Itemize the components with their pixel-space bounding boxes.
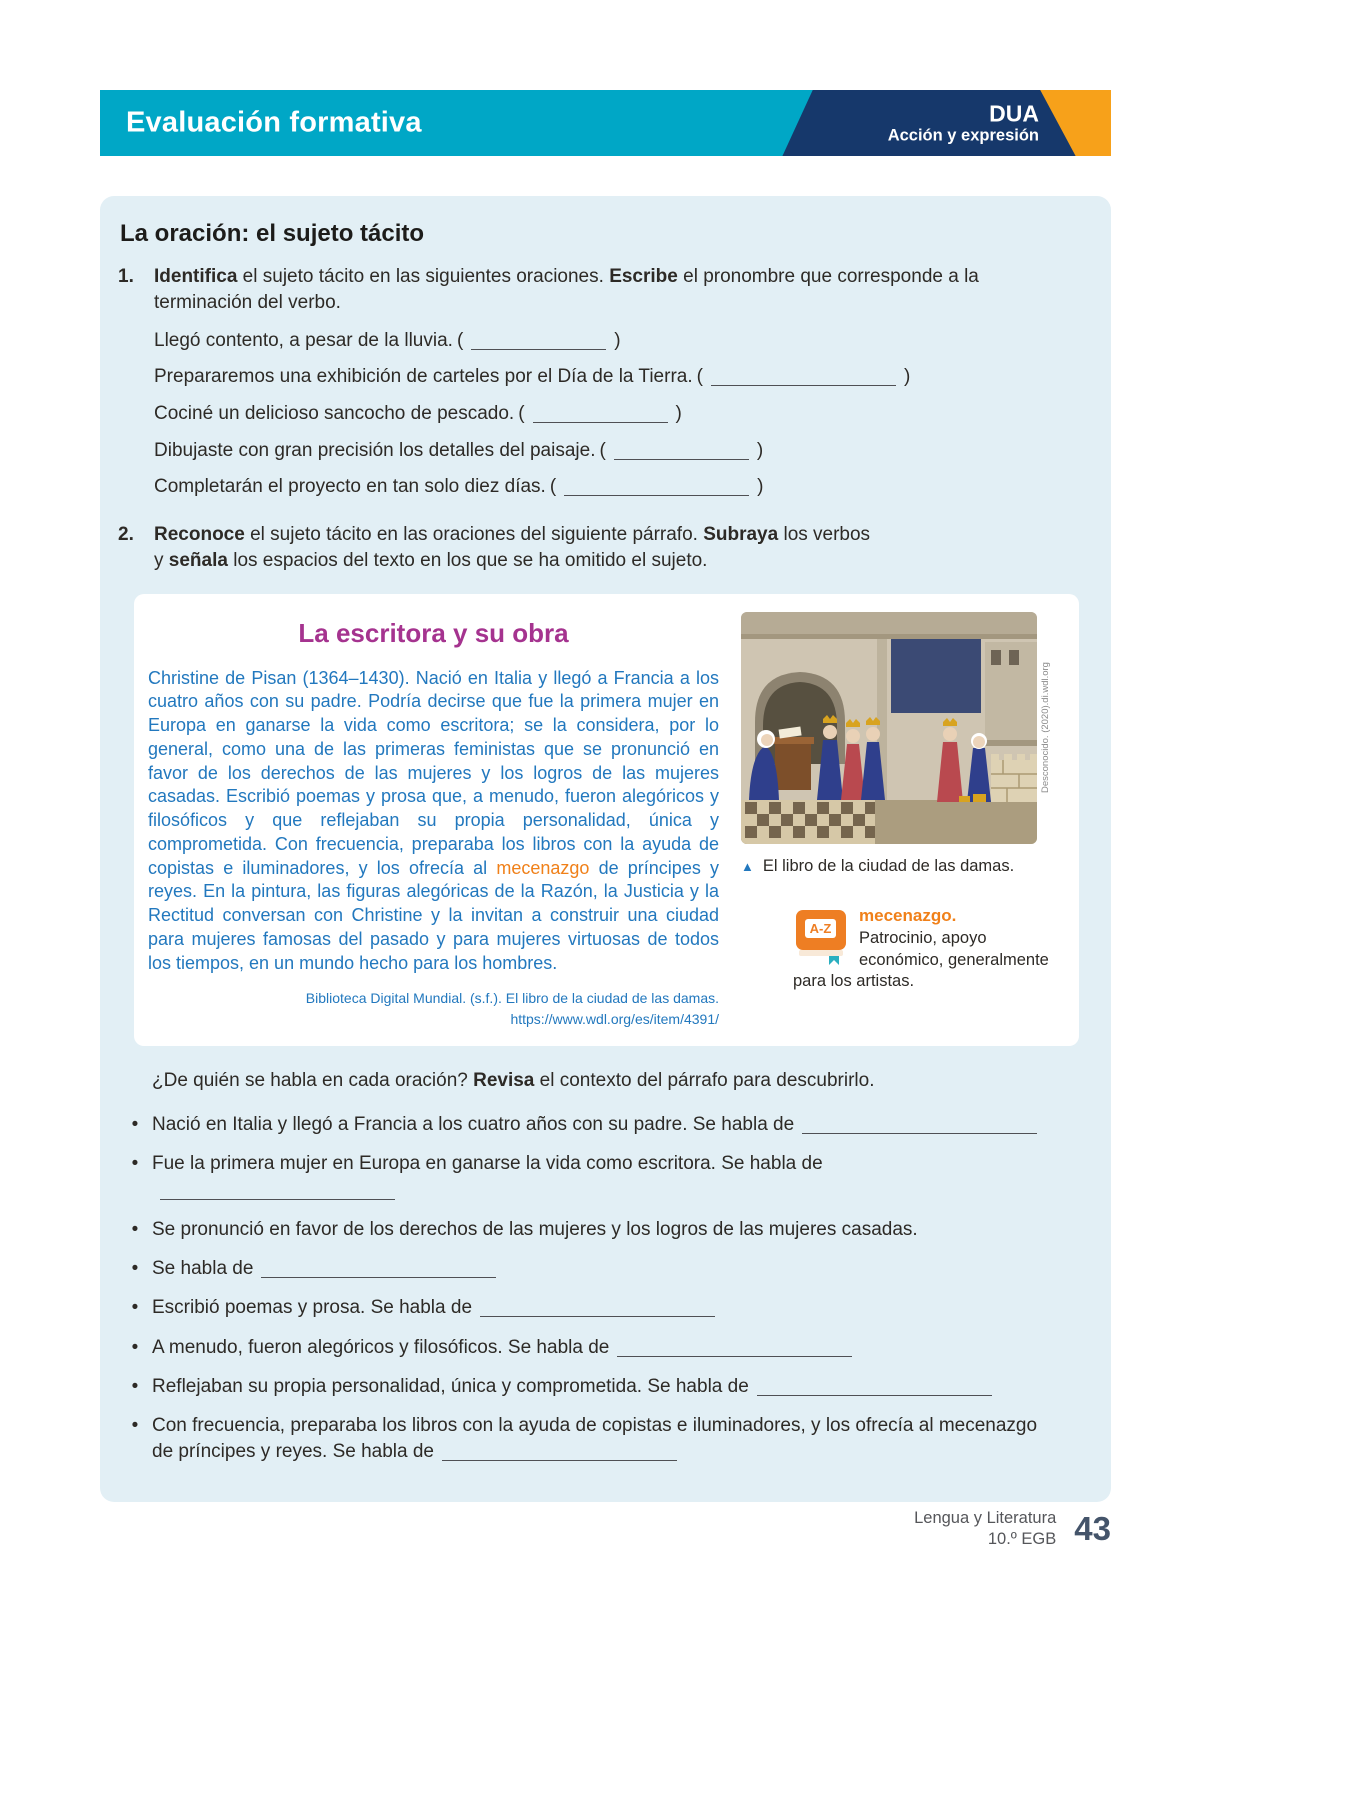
fill-in-sentence <box>154 328 1081 354</box>
vocab-term: mecenazgo. <box>859 906 957 926</box>
paragraph-text: de príncipes y reyes. En la pintura, las figuras alegóricas de la Razón, la Justicia y la Rectitud conversan con Christine y la invitan a construir una ciudad para mujeres famosas del pasado y para mujeres virtuosas de todos los tiempos, en un mundo hecho para los hombres. <box>148 857 719 973</box>
answer-blank[interactable] <box>757 1380 992 1396</box>
close-paren: ) <box>614 329 621 351</box>
list-item <box>118 1151 1081 1203</box>
az-label: A-Z <box>809 921 832 937</box>
bullet-marker: • <box>131 1218 139 1240</box>
citation-source: Biblioteca Digital Mundial. (s.f.). El libro de la ciudad de las damas. <box>305 990 719 1007</box>
page-number: 43 <box>1074 1510 1111 1548</box>
image-credit: Desconocido. (2020).di.wdl.org <box>1040 662 1051 793</box>
bullet-sentence: Con frecuencia, preparaba los libros con la ayuda de copistas e iluminadores, y los ofrecía al mecenazgo de príncipes y reyes. Se habla de <box>152 1415 1038 1463</box>
vocabulary-box <box>741 905 1059 993</box>
answer-blank[interactable] <box>261 1262 496 1278</box>
bullet-sentence: A menudo, fueron alegóricos y filosóficos. Se habla de <box>152 1336 610 1358</box>
exercise-2 <box>118 522 1081 574</box>
highlighted-term: mecenazgo <box>496 857 590 878</box>
bullet-sentence: Se pronunció en favor de los derechos de las mujeres y los logros de las mujeres casadas. <box>152 1218 918 1240</box>
instruction-text: el sujeto tácito en las oraciones del siguiente párrafo. <box>244 523 704 545</box>
list-item <box>118 1217 1081 1243</box>
sentence-text: Dibujaste con gran precisión los detalles del paisaje. <box>154 439 596 461</box>
close-paren: ) <box>675 402 682 424</box>
instruction-verb: Identifica <box>154 266 238 287</box>
instruction-text: los verbos y <box>154 523 871 571</box>
header-banner <box>100 90 1111 156</box>
exercise-2-instructions <box>154 522 874 574</box>
close-paren: ) <box>757 476 764 498</box>
footer-subject <box>914 1508 1056 1551</box>
worksheet-panel <box>100 196 1111 1502</box>
open-paren: ( <box>549 476 557 498</box>
open-paren: ( <box>518 402 525 424</box>
reading-paragraph <box>148 667 719 976</box>
sentence-text: Completarán el proyecto en tan solo diez días. <box>154 476 546 498</box>
list-item <box>118 1413 1081 1465</box>
instruction-verb: Reconoce <box>154 523 245 545</box>
reading-column <box>148 612 719 1031</box>
bullet-marker: • <box>131 1375 139 1397</box>
fill-in-sentence <box>154 364 1081 390</box>
sentence-text: Cociné un delicioso sancocho de pescado. <box>154 402 515 424</box>
answer-blank[interactable] <box>471 334 606 350</box>
question-text: el contexto del párrafo para descubrirlo. <box>534 1070 875 1092</box>
fill-in-sentence <box>154 438 1081 464</box>
bullet-marker: • <box>131 1153 139 1175</box>
answer-blank[interactable] <box>480 1301 715 1317</box>
bullet-sentence: Fue la primera mujer en Europa en ganarse la vida como escritora. Se habla de <box>152 1153 823 1175</box>
answer-blank[interactable] <box>802 1118 1037 1134</box>
instruction-verb: Subraya <box>703 523 779 545</box>
open-paren: ( <box>696 366 703 388</box>
list-item <box>118 1112 1081 1138</box>
answer-blank[interactable] <box>442 1445 677 1461</box>
fill-in-sentence <box>154 401 1081 427</box>
image-caption-row <box>741 857 1059 878</box>
dictionary-book-icon <box>793 907 849 965</box>
exercise-2-number: 2. <box>118 523 134 545</box>
footer-subject-line: Lengua y Literatura <box>914 1509 1057 1527</box>
instruction-verb: Escribe <box>609 266 678 287</box>
bullet-marker: • <box>131 1336 139 1358</box>
image-caption: El libro de la ciudad de las damas. <box>762 856 1015 875</box>
instruction-verb: Revisa <box>473 1070 535 1092</box>
bullet-sentence: Nació en Italia y llegó a Francia a los cuatro años con su padre. Se habla de <box>152 1114 795 1136</box>
citation-url[interactable]: https://www.wdl.org/es/item/4391/ <box>510 1011 719 1028</box>
fill-in-sentence <box>154 474 1081 500</box>
exercise-1-instructions <box>154 264 1081 316</box>
list-item <box>118 1295 1081 1321</box>
media-column <box>741 612 1059 1031</box>
exercise-1-number: 1. <box>118 266 134 287</box>
page-footer <box>100 1508 1111 1551</box>
bullet-marker: • <box>131 1114 139 1136</box>
question-text: ¿De quién se habla en cada oración? <box>152 1070 474 1092</box>
bullet-sentence: Escribió poemas y prosa. Se habla de <box>152 1297 473 1319</box>
exercise-1 <box>118 264 1081 316</box>
sentence-text: Prepararemos una exhibición de carteles por el Día de la Tierra. <box>154 366 693 388</box>
close-paren: ) <box>756 439 764 461</box>
exercise-1-sentences <box>154 328 1081 500</box>
open-paren: ( <box>456 329 464 351</box>
bullet-marker: • <box>131 1297 139 1319</box>
answer-blank[interactable] <box>564 480 749 496</box>
reading-title: La escritora y su obra <box>298 617 569 648</box>
answer-blank[interactable] <box>711 370 896 386</box>
bullet-marker: • <box>131 1415 139 1437</box>
bullet-list <box>118 1112 1081 1465</box>
comprehension-question <box>152 1070 1081 1092</box>
close-paren: ) <box>903 366 911 388</box>
answer-blank[interactable] <box>617 1341 852 1357</box>
answer-blank[interactable] <box>160 1184 395 1200</box>
open-paren: ( <box>599 439 606 461</box>
dua-badge-subtitle: Acción y expresión <box>887 126 1039 145</box>
list-item <box>118 1374 1081 1400</box>
bullet-sentence: Reflejaban su propia personalidad, única y comprometida. Se habla de <box>152 1375 749 1397</box>
instruction-text: el sujeto tácito en las siguientes oraciones. <box>237 266 610 287</box>
answer-blank[interactable] <box>533 407 668 423</box>
dua-badge <box>888 100 1039 145</box>
bullet-sentence: Se habla de <box>152 1258 254 1280</box>
reading-card <box>134 594 1079 1047</box>
caption-triangle-icon: ▲ <box>741 858 754 874</box>
instruction-text: los espacios del texto en los que se ha omitido el sujeto. <box>227 549 708 571</box>
citation <box>148 988 719 1030</box>
image-row <box>741 612 1059 844</box>
footer-grade-line: 10.º EGB <box>987 1530 1057 1549</box>
paragraph-text: Christine de Pisan (1364–1430). Nació en Italia y llegó a Francia a los cuatro años con su padre. Podría decirse que fue la primera mujer en Europa en ganarse la vida como escritora; se la considera, por lo general, como una de las primeras feministas que se pronunció en favor de los derechos de las mujeres y los logros de las mujeres casadas. Escribió poemas y prosa que, a menudo, fueron alegóricos y filosóficos y que reflejaban su propia personalidad, única y comprometida. Con frecuencia, preparaba los libros con la ayuda de copistas e iluminadores, y los ofrecía al <box>148 667 719 878</box>
list-item <box>118 1335 1081 1361</box>
page-title: Evaluación formativa <box>126 106 422 139</box>
instruction-verb: señala <box>168 549 228 571</box>
medieval-artwork-image <box>741 612 1037 844</box>
section-title: La oración: el sujeto tácito <box>120 220 425 247</box>
vocab-definition: Patrocinio, apoyo económico, generalmente para los artistas. <box>793 928 1049 991</box>
sentence-text: Llegó contento, a pesar de la lluvia. <box>154 329 453 351</box>
instruction-text: el pronombre que corresponde a la terminación del verbo. <box>154 266 979 313</box>
answer-blank[interactable] <box>614 444 749 460</box>
bullet-marker: • <box>131 1258 139 1280</box>
dua-badge-title: DUA <box>989 100 1039 127</box>
list-item <box>118 1256 1081 1282</box>
